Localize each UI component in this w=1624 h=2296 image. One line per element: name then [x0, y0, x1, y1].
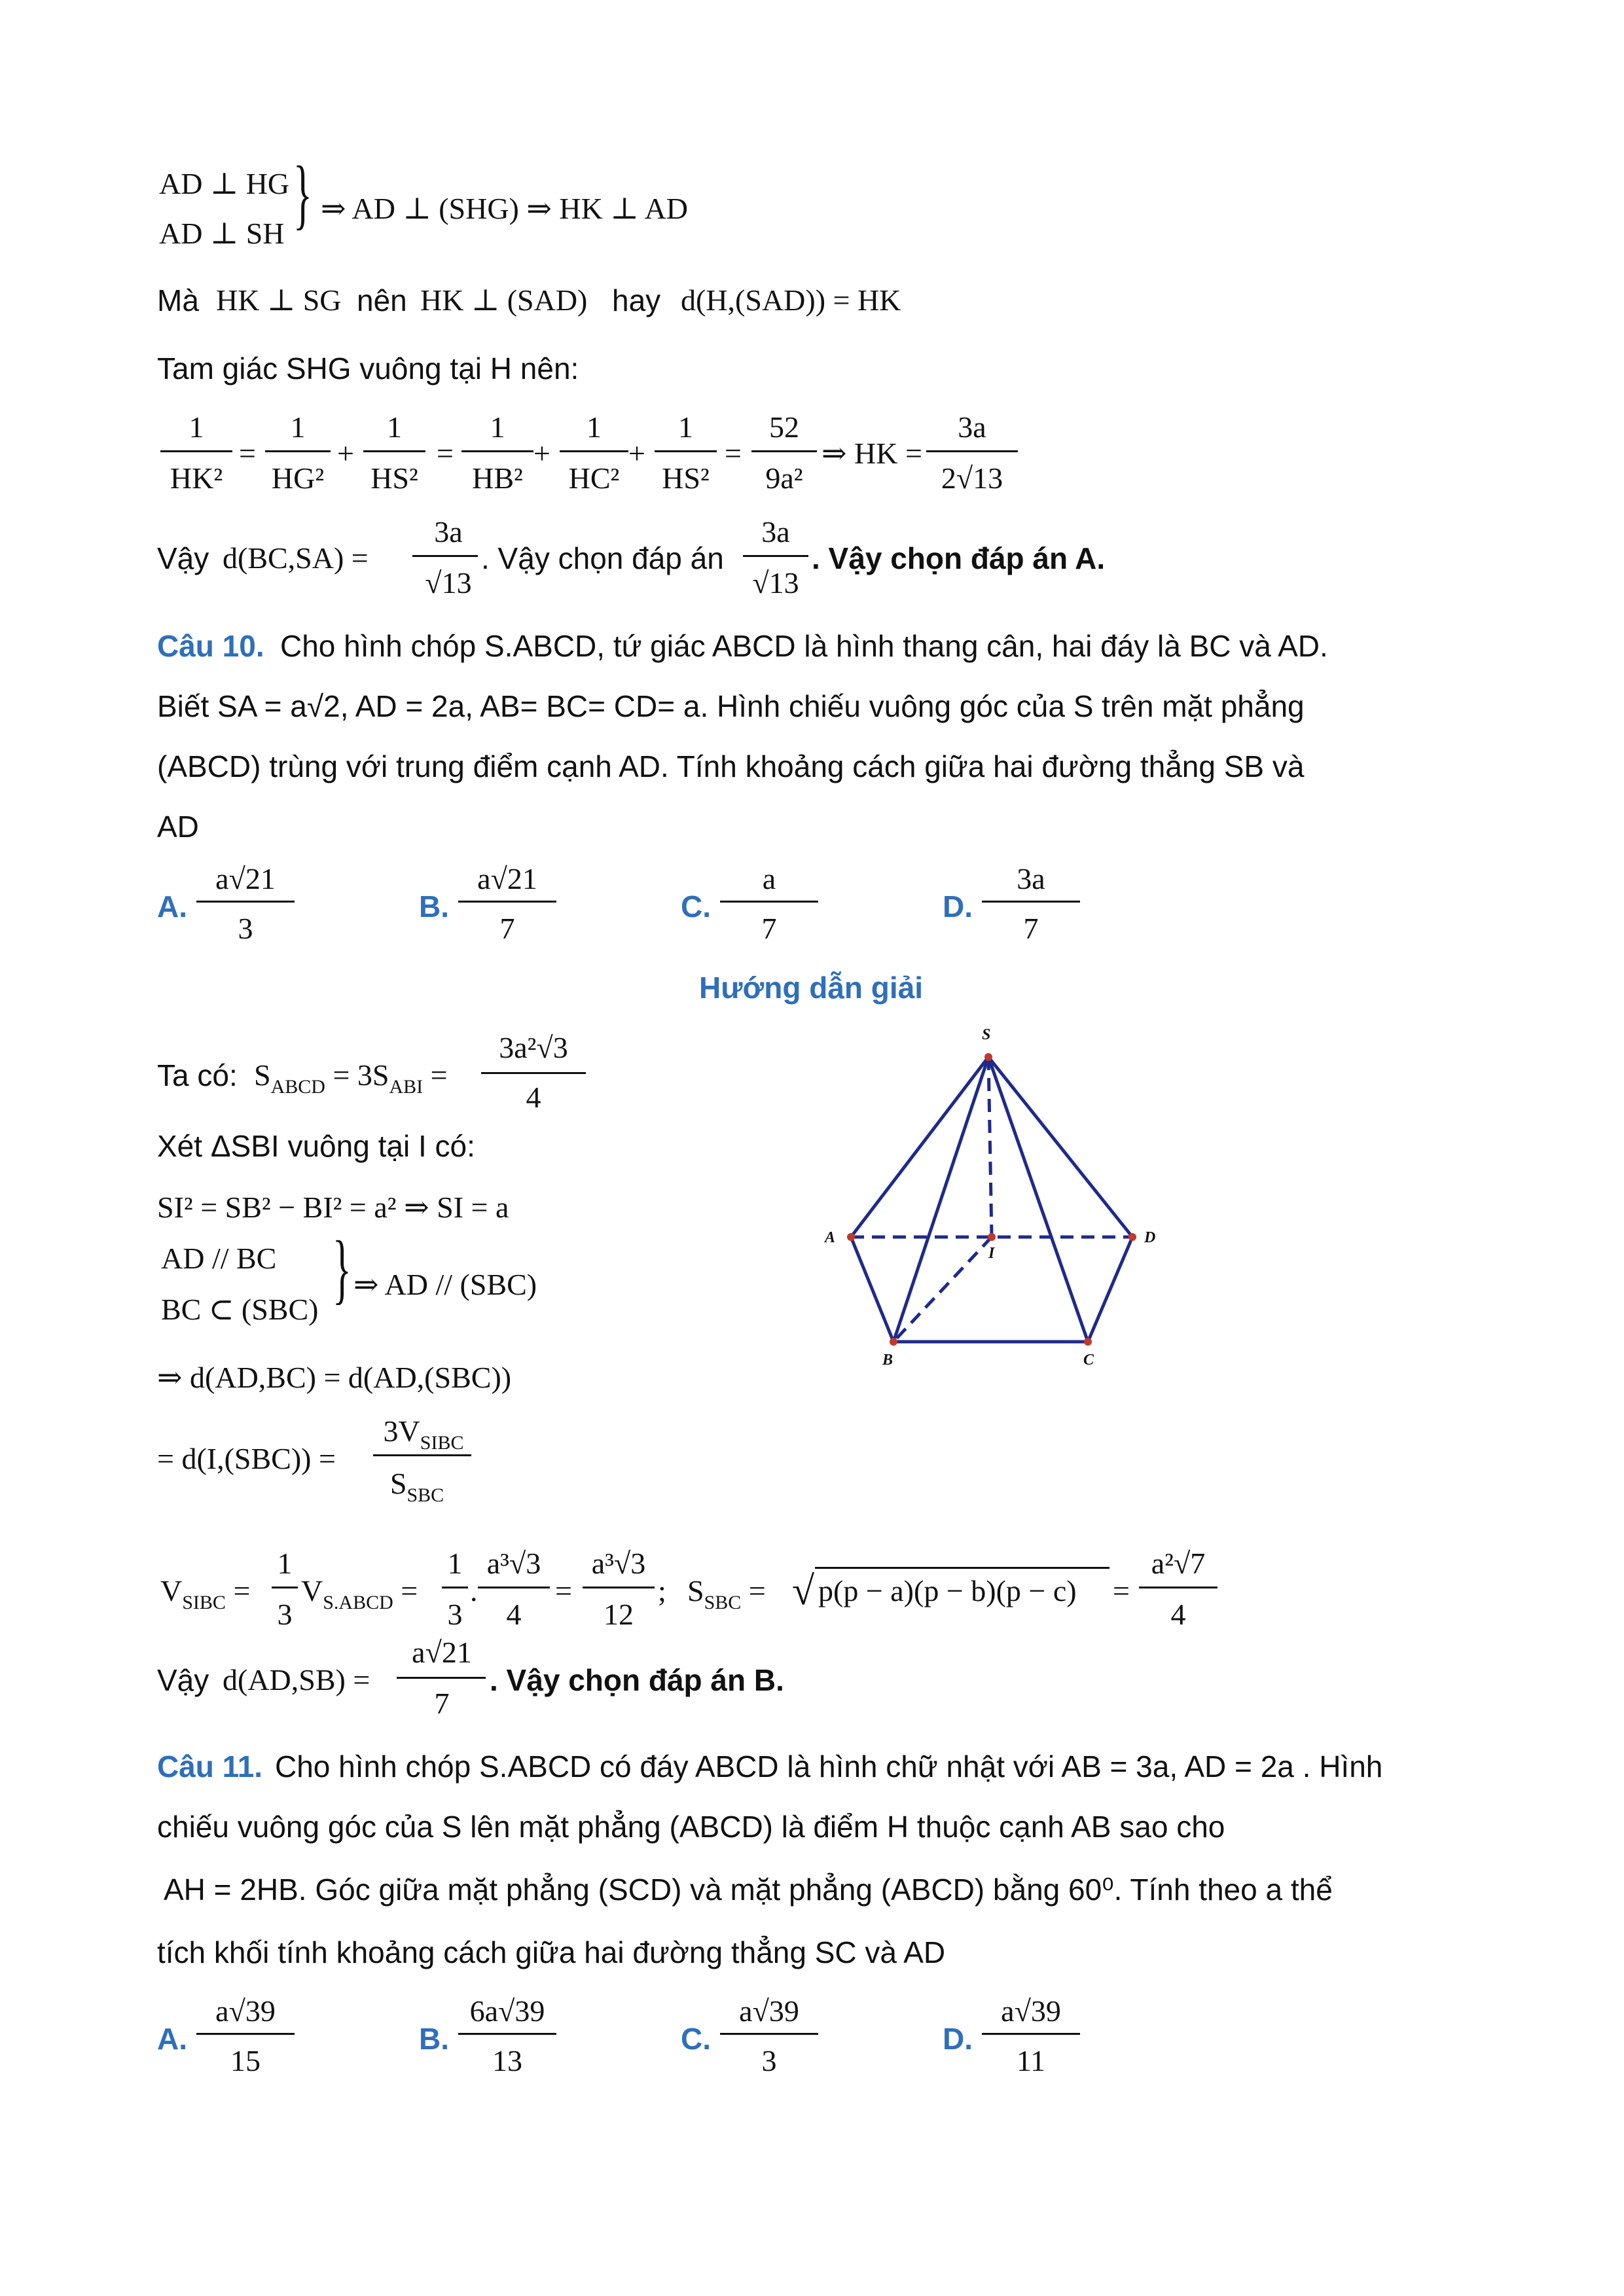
vay1-prefix: Vậy — [157, 541, 209, 575]
pyramid-figure — [805, 1021, 1185, 1368]
v-eq3: = — [555, 1574, 572, 1607]
ma-text1: HK ⊥ SG — [216, 283, 342, 317]
system2-top: AD // BC — [161, 1242, 277, 1275]
hk-operator: = — [437, 437, 454, 470]
hk-operator: + — [533, 437, 550, 470]
v-frac3-num: a³√3 — [486, 1547, 541, 1580]
hk-result-lhs: ⇒ HK = — [821, 437, 922, 470]
hk-frac-num: 1 — [189, 410, 204, 444]
hk-frac-num: 52 — [769, 410, 799, 444]
taco-expr: $S_{ABCD} = 3S_{ABI}$ = — [254, 1058, 448, 1098]
edge-SD — [988, 1057, 1132, 1237]
vay1-den2: √13 — [752, 566, 799, 600]
hk-result-num: 3a — [958, 410, 986, 444]
option-den: 3 — [238, 912, 253, 945]
ma-text3: d(H,(SAD)) = HK — [681, 283, 901, 317]
hk-operator: = — [239, 437, 256, 470]
hk-frac-num: 1 — [586, 410, 602, 444]
taco-prefix: Ta có: — [157, 1058, 238, 1092]
fraction-bar — [583, 1587, 655, 1588]
fraction-bar — [720, 2033, 818, 2035]
option-den: 3 — [761, 2044, 777, 2077]
vay1-expr: d(BC,SA) = — [223, 541, 369, 575]
fraction-bar — [982, 2033, 1080, 2035]
edge-SA — [851, 1057, 988, 1237]
fraction-bar — [478, 1587, 550, 1588]
s-lhs: $S_{SBC}$ = — [687, 1574, 766, 1613]
option-letter: C. — [681, 2022, 711, 2056]
option-num: a — [762, 862, 776, 895]
fraction-bar — [560, 450, 628, 452]
system-result: ⇒ AD ⊥ (SHG) ⇒ HK ⊥ AD — [321, 192, 689, 225]
cau10-line1: Cho hình chóp S.ABCD, tứ giác ABCD là hình thang cân, hai đáy là BC và AD. — [280, 629, 1328, 663]
option-letter: D. — [943, 889, 973, 924]
option-num: a√39 — [1001, 1994, 1061, 2028]
system2-result: ⇒ AD // (SBC) — [353, 1268, 537, 1301]
fraction-bar — [265, 450, 331, 452]
option-den: 13 — [492, 2044, 522, 2077]
hk-frac-num: 1 — [387, 410, 402, 444]
point-A — [847, 1233, 855, 1241]
hk-frac-den: HC² — [568, 461, 620, 495]
fraction-bar — [160, 450, 232, 452]
option-letter: B. — [419, 2022, 449, 2056]
hk-frac-num: 1 — [678, 410, 693, 444]
v-frac1-den: 3 — [277, 1598, 293, 1631]
vay2-bold: . Vậy chọn đáp án B. — [490, 1663, 784, 1697]
v-frac1-num: 1 — [277, 1547, 293, 1580]
hk-operator: + — [628, 437, 645, 470]
s-frac-den: 4 — [1170, 1598, 1186, 1631]
option-num: 6a√39 — [469, 1994, 545, 2028]
cau11-line2: chiếu vuông góc của S lên mặt phẳng (ABCD) là điểm H thuộc cạnh AB sao cho — [157, 1810, 1225, 1844]
dline1: ⇒ d(AD,BC) = d(AD,(SBC)) — [157, 1361, 512, 1394]
point-D — [1128, 1233, 1136, 1241]
fraction-bar — [720, 901, 818, 903]
hk-frac-den: HS² — [370, 461, 418, 495]
right-brace-2: } — [333, 1225, 352, 1312]
vay2-den: 7 — [434, 1687, 450, 1720]
cau11-line1: Cho hình chóp S.ABCD có đáy ABCD là hình chữ nhật với AB = 3a, AD = 2a . Hình — [275, 1749, 1383, 1784]
fraction-bar — [1139, 1587, 1218, 1588]
label-B: B — [882, 1352, 893, 1368]
vay1-bold: . Vậy chọn đáp án A. — [812, 541, 1106, 575]
option-num: a√21 — [477, 862, 537, 895]
option-den: 11 — [1016, 2044, 1046, 2077]
hk-result-den: 2√13 — [941, 461, 1003, 495]
edge-DC — [1088, 1237, 1132, 1342]
option-den: 7 — [499, 912, 515, 945]
cau10-line2: Biết SA = a√2, AD = 2a, AB= BC= CD= a. Hình chiếu vuông góc của S trên mặt phẳng — [157, 689, 1305, 723]
fraction-bar — [461, 450, 533, 452]
hk-frac-den: HG² — [271, 461, 325, 495]
hk-frac-num: 1 — [290, 410, 306, 444]
sqrt-bar — [815, 1567, 1110, 1569]
right-brace: } — [293, 150, 312, 237]
xet-line: Xét ΔSBI vuông tại I có: — [157, 1129, 475, 1163]
point-B — [890, 1338, 897, 1346]
fraction-bar — [751, 450, 817, 452]
v-mid: $V_{S.ABCD}$ = — [301, 1574, 418, 1613]
fraction-bar — [196, 2033, 295, 2035]
v-frac2-den: 3 — [447, 1598, 463, 1631]
label-D: D — [1144, 1229, 1156, 1246]
label-C: C — [1083, 1352, 1094, 1368]
v-frac4-num: a³√3 — [591, 1547, 646, 1580]
option-num: 3a — [1017, 862, 1045, 895]
point-C — [1084, 1338, 1092, 1346]
s-frac-num: a²√7 — [1151, 1547, 1206, 1580]
huong-dan-title: Hướng dẫn giải — [699, 971, 924, 1005]
cau11-line3: AH = 2HB. Góc giữa mặt phẳng (SCD) và mặt phẳng (ABCD) bằng 60⁰. Tính theo a thể — [164, 1873, 1333, 1907]
vay2-num: a√21 — [412, 1636, 472, 1669]
v-dot: . — [470, 1574, 478, 1607]
si-line: SI² = SB² − BI² = a² ⇒ SI = a — [157, 1191, 509, 1224]
fraction-bar — [458, 901, 556, 903]
label-A: A — [825, 1229, 836, 1246]
system2-bottom: BC ⊂ (SBC) — [161, 1293, 319, 1326]
option-letter: B. — [419, 889, 449, 924]
fraction-bar — [363, 450, 425, 452]
ma-mid: nên — [357, 283, 407, 317]
vay1-num2: 3a — [761, 515, 790, 548]
option-letter: A. — [157, 2022, 187, 2056]
hk-operator: = — [725, 437, 742, 470]
s-eq2: = — [1113, 1574, 1130, 1607]
option-den: 7 — [761, 912, 777, 945]
option-num: a√39 — [215, 1994, 276, 2028]
label-S: S — [982, 1026, 991, 1043]
edge-SC — [988, 1057, 1088, 1342]
v-frac2-num: 1 — [447, 1547, 463, 1580]
option-num: a√39 — [739, 1994, 799, 2028]
dline2-den: $S_{SBC}$ — [389, 1467, 444, 1506]
hk-frac-num: 1 — [490, 410, 505, 444]
vay2-prefix: Vậy — [157, 1663, 209, 1697]
cau11-line4: tích khối tính khoảng cách giữa hai đường thẳng SC và AD — [157, 1935, 946, 1969]
taco-den: 4 — [526, 1081, 541, 1114]
ma-mid2: hay — [612, 283, 661, 317]
vay2-expr: d(AD,SB) = — [223, 1663, 370, 1696]
option-num: a√21 — [215, 862, 276, 895]
v-frac3-den: 4 — [506, 1598, 522, 1631]
fraction-bar — [196, 901, 295, 903]
hk-operator: + — [337, 437, 354, 470]
fraction-bar — [982, 901, 1080, 903]
vay1-den: √13 — [425, 566, 472, 600]
dline2-num: $3V_{SIBC}$ — [383, 1414, 464, 1454]
fraction-bar — [655, 450, 717, 452]
system-top: AD ⊥ HG — [159, 167, 290, 200]
v-semi: ; — [658, 1574, 666, 1607]
point-I — [988, 1233, 996, 1241]
vay1-num: 3a — [434, 515, 463, 548]
v-frac4-den: 12 — [604, 1598, 634, 1631]
option-letter: A. — [157, 889, 187, 924]
fraction-bar — [442, 1587, 468, 1588]
v-lhs: $V_{SIBC}$ = — [160, 1574, 251, 1613]
cau10-label: Câu 10. — [157, 629, 264, 663]
label-I: I — [988, 1245, 995, 1262]
fraction-bar — [926, 450, 1018, 452]
cau11-label: Câu 11. — [157, 1749, 263, 1784]
hk-frac-den: HK² — [170, 461, 223, 495]
hk-frac-den: 9a² — [765, 461, 803, 495]
ma-prefix: Mà — [157, 283, 199, 317]
point-S — [984, 1053, 992, 1061]
edge-SB — [893, 1057, 988, 1342]
s-root: p(p − a)(p − b)(p − c) — [818, 1574, 1077, 1607]
tamgiac-line: Tam giác SHG vuông tại H nên: — [157, 351, 579, 386]
edge-AB — [851, 1237, 893, 1342]
option-letter: D. — [943, 2022, 973, 2056]
fraction-bar — [272, 1587, 298, 1588]
cau10-line3: (ABCD) trùng với trung điểm cạnh AD. Tính khoảng cách giữa hai đường thẳng SB và — [157, 749, 1305, 783]
option-den: 15 — [230, 2044, 261, 2077]
vay1-mid: . Vậy chọn đáp án — [481, 541, 724, 575]
hk-frac-den: HB² — [472, 461, 523, 495]
hk-frac-den: HS² — [662, 461, 710, 495]
option-letter: C. — [681, 889, 711, 924]
cau10-line4: AD — [157, 810, 199, 844]
sqrt-sign: √ — [792, 1569, 815, 1613]
system-bottom: AD ⊥ SH — [159, 217, 285, 250]
dline2-lhs: = d(I,(SBC)) = — [157, 1442, 336, 1475]
edge-SI-hidden — [988, 1057, 992, 1237]
edge-IB-hidden — [893, 1237, 992, 1342]
ma-text2: HK ⊥ (SAD) — [420, 283, 588, 317]
fraction-bar — [458, 2033, 556, 2035]
option-den: 7 — [1023, 912, 1039, 945]
taco-num: 3a²√3 — [499, 1031, 568, 1064]
